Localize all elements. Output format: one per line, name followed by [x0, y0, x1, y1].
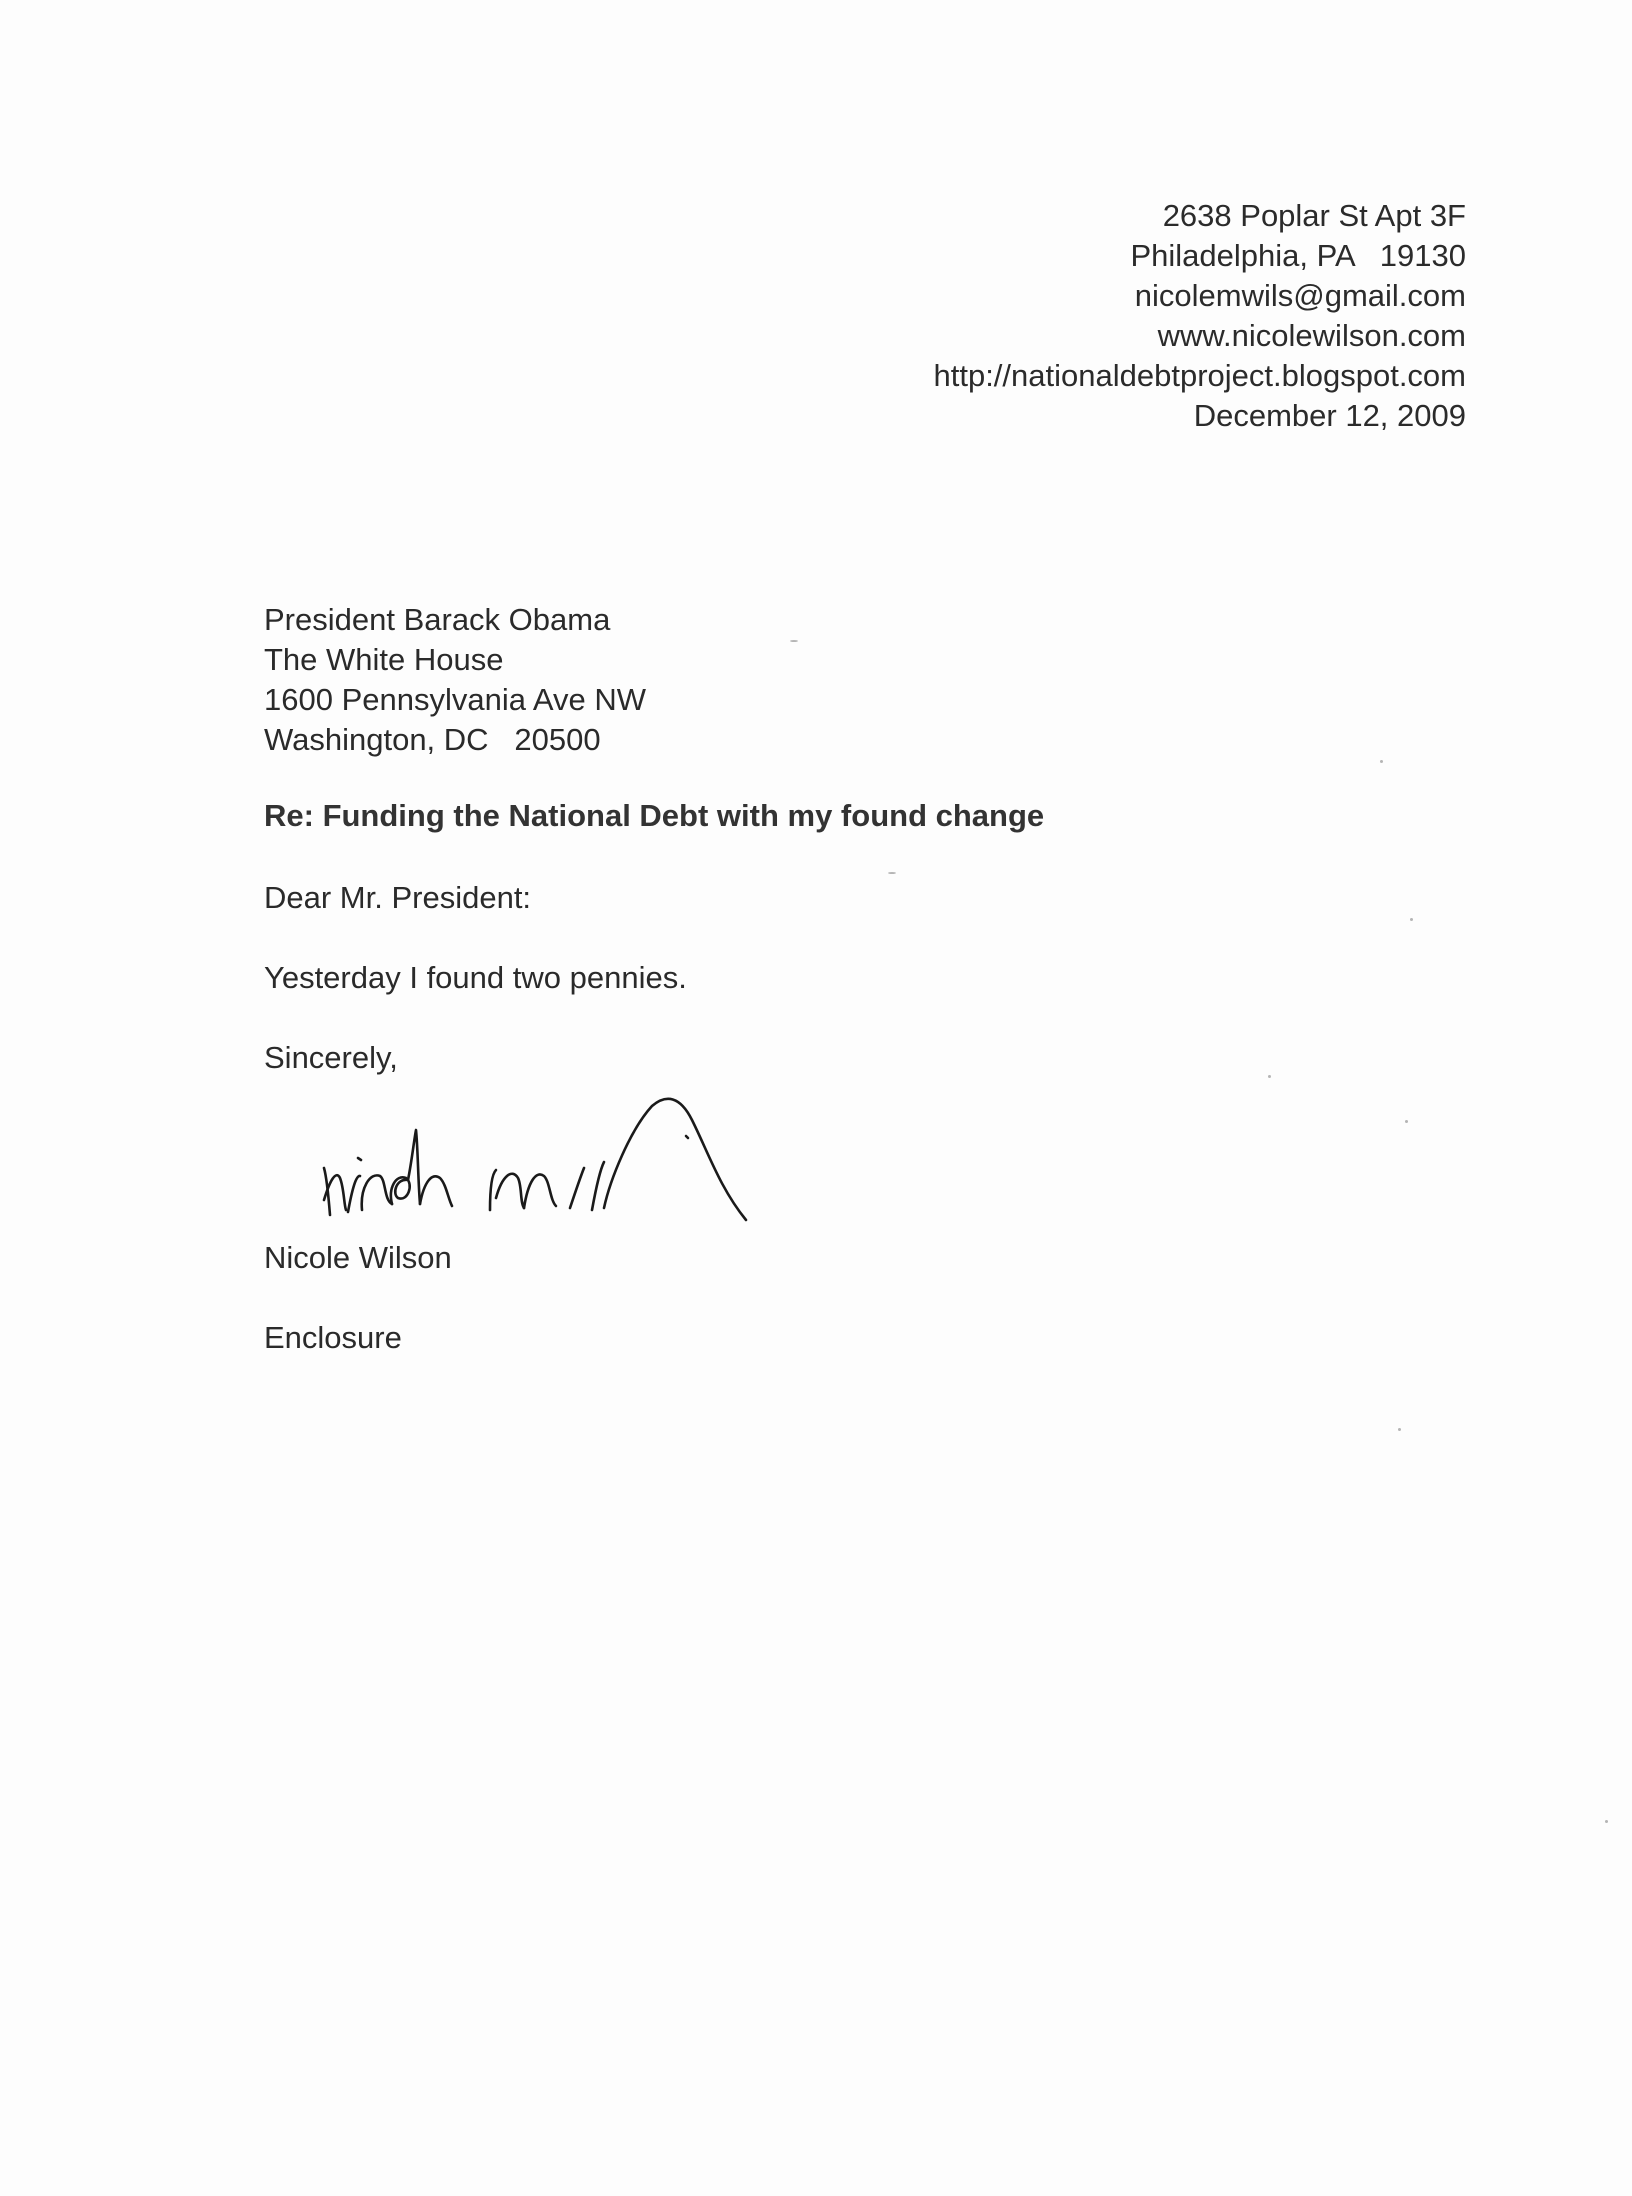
recipient-name: President Barack Obama — [264, 602, 611, 637]
subject-line: Re: Funding the National Debt with my found change — [264, 798, 1045, 833]
scan-speck — [1268, 1075, 1271, 1078]
scan-speck — [1380, 760, 1383, 763]
letter-date: December 12, 2009 — [1193, 398, 1466, 433]
scan-speck — [1410, 918, 1413, 921]
scan-speck — [1605, 1820, 1608, 1823]
recipient-organization: The White House — [264, 642, 504, 677]
scan-speck — [1405, 1120, 1408, 1123]
sender-blog: http://nationaldebtproject.blogspot.com — [933, 358, 1466, 393]
handwritten-signature — [300, 1070, 890, 1250]
letter-body: Yesterday I found two pennies. — [264, 960, 687, 995]
recipient-street: 1600 Pennsylvania Ave NW — [264, 682, 646, 717]
scan-speck — [790, 640, 798, 642]
sender-website: www.nicolewilson.com — [1157, 318, 1466, 353]
closing: Sincerely, — [264, 1040, 398, 1075]
recipient-address-block — [264, 600, 646, 760]
enclosure-notation: Enclosure — [264, 1320, 402, 1355]
scan-speck — [888, 872, 896, 874]
signer-name: Nicole Wilson — [264, 1240, 452, 1275]
salutation: Dear Mr. President: — [264, 880, 532, 915]
sender-email: nicolemwils@gmail.com — [1134, 278, 1466, 313]
sender-address-block — [933, 196, 1466, 436]
scan-speck — [1398, 1428, 1401, 1431]
sender-street: 2638 Poplar St Apt 3F — [1162, 198, 1466, 233]
sender-city-line: Philadelphia, PA 19130 — [1130, 238, 1466, 273]
recipient-city-line: Washington, DC 20500 — [264, 722, 601, 757]
